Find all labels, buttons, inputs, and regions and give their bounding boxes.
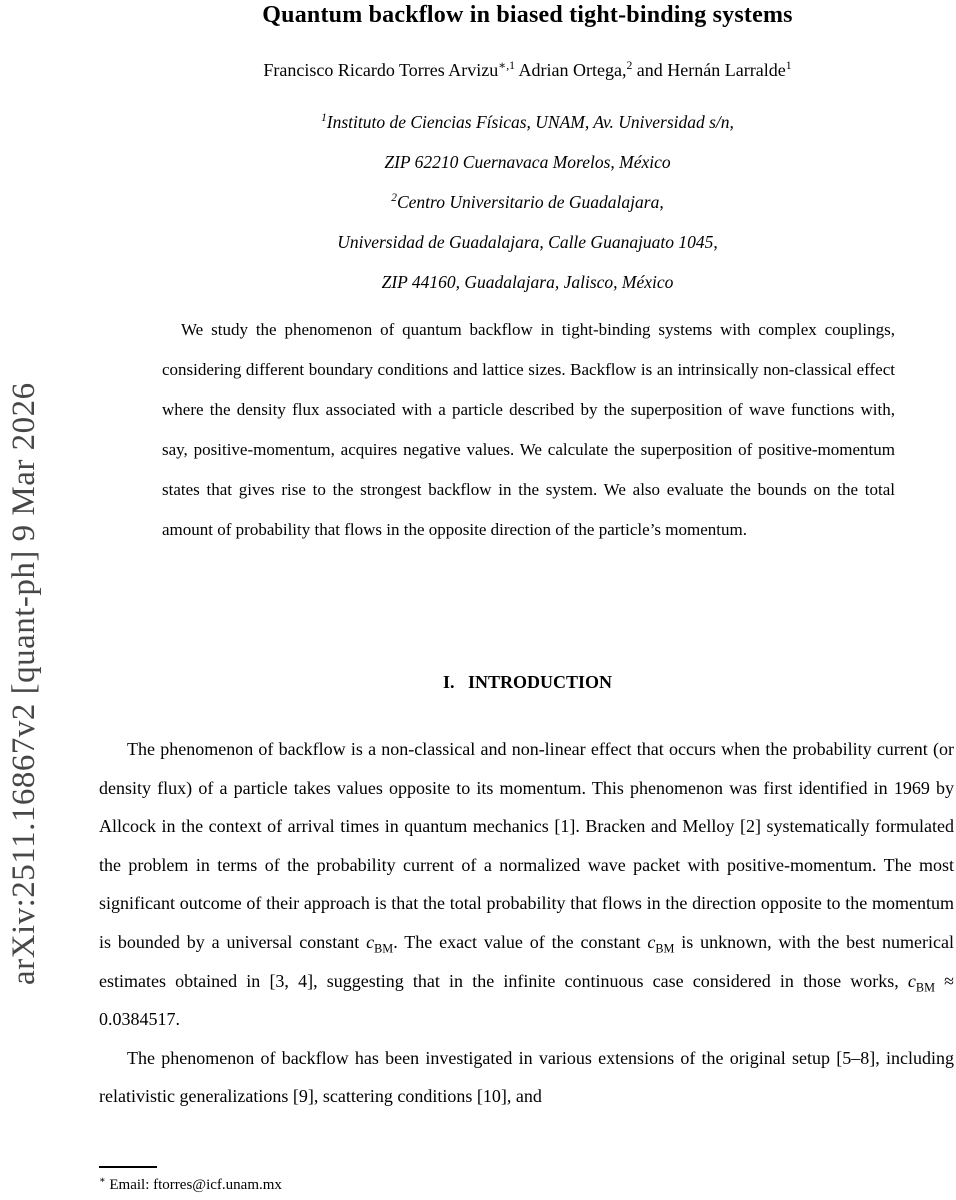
affiliation-line: ZIP 62210 Cuernavaca Morelos, México	[384, 152, 671, 172]
paper-title: Quantum backflow in biased tight-binding systems	[262, 2, 793, 28]
arxiv-watermark: arXiv:2511.16867v2 [quant-ph] 9 Mar 2026	[6, 382, 42, 985]
affiliation-line: $^1$Instituto de Ciencias Físicas, UNAM, Av. Universidad s/n,	[321, 112, 734, 132]
affiliation-line: $^2$Centro Universitario de Guadalajara,	[391, 192, 664, 212]
affiliation-line: ZIP 44160, Guadalajara, Jalisco, México	[381, 272, 674, 292]
affiliation-block	[99, 102, 956, 302]
body-paragraph: The phenomenon of backflow is a non-classical and non-linear effect that occurs when the probability current (or density flux) of a particle takes values opposite to its momentum. This phenomenon was first identified in 1969 by Allcock in the context of arrival times in quantum mechanics [1]. Bracken and Melloy [2] systematically formulated the problem in terms of the probability current of a normalized wave packet with positive-momentum. The most significant outcome of their approach is that the total probability that flows in the direction opposite to the momentum is bounded by a universal constant $c_{BM}$. The exact value of the constant $c_{BM}$ is unknown, with the best numerical estimates obtained in [3, 4], suggesting that in the infinite continuous case considered in those works, $c_{BM} \approx 0.0384517$.	[99, 739, 954, 1030]
section-heading-introduction: I. INTRODUCTION	[442, 672, 613, 692]
affiliation-line: Universidad de Guadalajara, Calle Guanajuato 1045,	[337, 232, 718, 252]
body-paragraph: The phenomenon of backflow has been investigated in various extensions of the original setup [5–8], including relativistic generalizations [9], scattering conditions [10], and	[99, 1047, 954, 1107]
author-line: Francisco Ricardo Torres Arvizu$^{∗,1}$ Adrian Ortega,$^2$ and Hernán Larralde$^1$	[263, 59, 792, 80]
body-text	[99, 730, 954, 1116]
footnote-rule	[99, 1166, 157, 1168]
abstract: We study the phenomenon of quantum backflow in tight-binding systems with complex couplings, considering different boundary conditions and lattice sizes. Backflow is an intrinsically non-classical effect where the density flux associated with a particle described by the superposition of wave functions with, say, positive-momentum, acquires negative values. We calculate the superposition of positive-momentum states that gives rise to the strongest backflow in the system. We also evaluate the bounds on the total amount of probability that flows in the opposite direction of the particle’s momentum.	[162, 320, 895, 539]
paper-column	[99, 0, 956, 1200]
footnote-email: ∗ Email: ftorres@icf.unam.mx	[99, 1175, 282, 1193]
footnote-area	[99, 1166, 956, 1194]
